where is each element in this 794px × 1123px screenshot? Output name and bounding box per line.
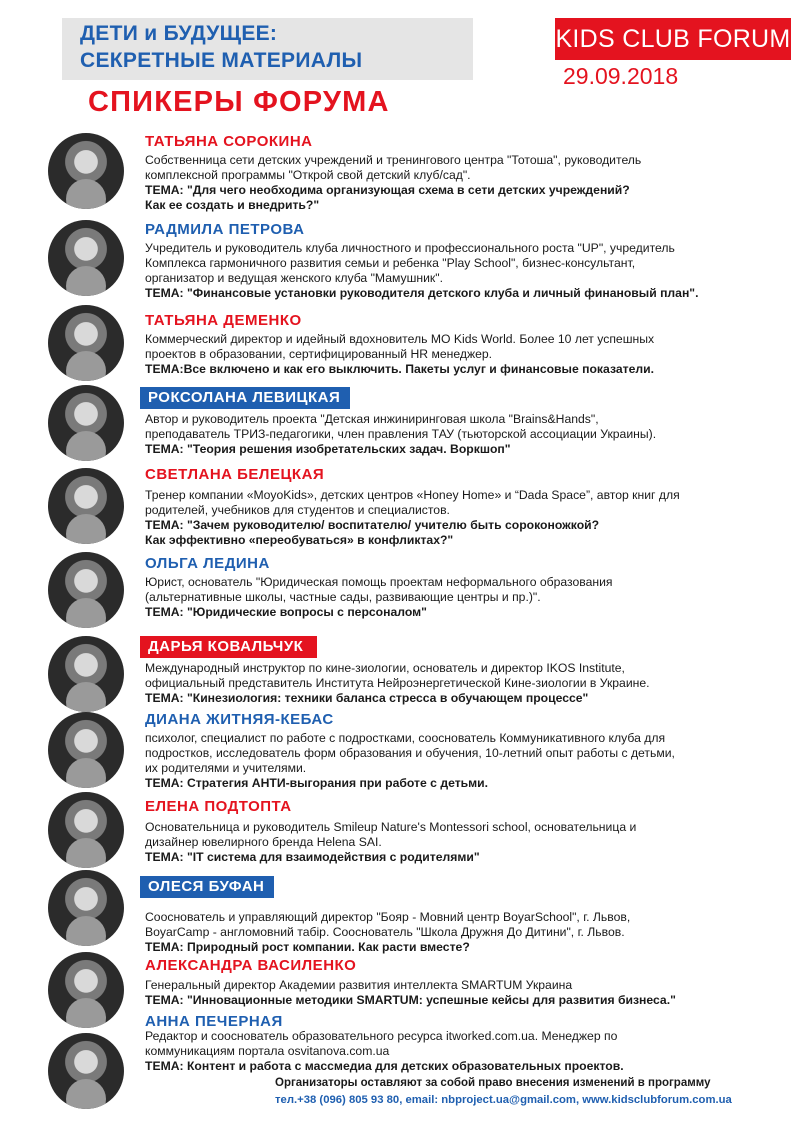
topic-line: ТЕМА: Стратегия АНТИ-выгорания при работе с детьми. (145, 776, 489, 790)
speaker-photo (48, 220, 124, 296)
event-date: 29.09.2018 (563, 63, 679, 89)
topic-line: ТЕМА: "Теория решения изобретательских задач. Воркшоп" (145, 442, 511, 456)
page-heading: СПИКЕРЫ ФОРУМА (88, 86, 390, 118)
bio-line: Основательница и руководитель Smileup Nature's Montessori school, основательница и (145, 820, 637, 834)
speaker-name: РАДМИЛА ПЕТРОВА (145, 221, 305, 238)
topic-line: ТЕМА: "Инновационные методики SMARTUM: успешные кейсы для развития бизнеса." (145, 993, 676, 1007)
bio-line: коммуникациям портала osvitanova.com.ua (145, 1043, 390, 1058)
speaker-bio (145, 488, 765, 518)
speaker-photo (48, 468, 124, 544)
speaker-bio (145, 661, 765, 691)
bio-line: психолог, специалист по работе с подростками, сооснователь Коммуникативного клуба для (145, 731, 666, 745)
speaker-topic (145, 1059, 775, 1074)
bio-line: (альтернативные школы, частные сады, развивающие центры и пр.)". (145, 589, 541, 604)
bio-line: Юрист, основатель "Юридическая помощь проектам неформального образования (145, 575, 613, 589)
bio-line: Собственница сети детских учреждений и тренингового центра "Тотоша", руководитель (145, 153, 642, 167)
speaker-photo (48, 385, 124, 461)
bio-line: преподаватель ТРИЗ-педагогики, член правления ТАУ (тьюторской ассоциации Украины). (145, 426, 657, 441)
bio-line: Комплекса гармоничного развития семьи и ребенка "Play School", бизнес-консультант, (145, 255, 636, 270)
speaker-topic (145, 518, 775, 548)
bio-line: Тренер компании «MoyoKids», детских центров «Honey Home» и “Dada Space”, автор книг для (145, 488, 680, 502)
bio-line: Автор и руководитель проекта "Детская инжиниринговая школа "Brains&Hands", (145, 412, 599, 426)
speaker-bio (145, 575, 765, 605)
topic-line: ТЕМА: "Юридические вопросы с персоналом" (145, 605, 427, 619)
bio-line: организатор и ведущая женского клуба "Мамушник". (145, 270, 443, 285)
speaker-photo (48, 952, 124, 1028)
title-line-2: СЕКРЕТНЫЕ МАТЕРИАЛЫ (80, 49, 363, 72)
speaker-name: СВЕТЛАНА БЕЛЕЦКАЯ (145, 466, 325, 483)
speaker-bio (145, 153, 765, 183)
speaker-photo (48, 1033, 124, 1109)
speaker-bio (145, 978, 765, 993)
speaker-name: ОЛЕСЯ БУФАН (140, 876, 274, 898)
speaker-name: ЕЛЕНА ПОДТОПТА (145, 798, 292, 815)
speaker-photo (48, 552, 124, 628)
bio-line: Генеральный директор Академии развития интеллекта SMARTUM Украина (145, 978, 573, 992)
topic-line: ТЕМА:Все включено и как его выключить. Пакеты услуг и финансовые показатели. (145, 362, 654, 376)
speaker-topic (145, 776, 775, 791)
speaker-name: ТАТЬЯНА ДЕМЕНКО (145, 312, 302, 329)
topic-line: Как ее создать и внедрить?" (145, 197, 320, 212)
footer-disclaimer: Организаторы оставляют за собой право внесения изменений в программу (275, 1077, 711, 1089)
speaker-photo (48, 792, 124, 868)
title-line-1: ДЕТИ и БУДУЩЕЕ: (80, 22, 278, 45)
bio-line: проектов в образовании, сертифицированный HR менеджер. (145, 346, 493, 361)
speaker-bio (145, 332, 765, 362)
speaker-bio (145, 731, 765, 775)
speaker-name: АННА ПЕЧЕРНАЯ (145, 1013, 283, 1030)
speaker-topic (145, 850, 775, 865)
footer-contacts: тел.+38 (096) 805 93 80, email: nbproject.ua@gmail.com, www.kidsclubforum.com.ua (275, 1094, 732, 1106)
speaker-name: ТАТЬЯНА СОРОКИНА (145, 133, 313, 150)
speaker-name: ДИАНА ЖИТНЯЯ-КЕБАС (145, 711, 334, 728)
speaker-topic (145, 691, 775, 706)
bio-line: официальный представитель Института Нейроэнергетической Кине-зиологии в Украине. (145, 675, 650, 690)
speaker-bio (145, 910, 765, 940)
speaker-topic (145, 286, 775, 301)
speaker-topic (145, 362, 775, 377)
topic-line: ТЕМА: "Для чего необходима организующая схема в сети детских учреждений? (145, 183, 630, 197)
speaker-name: ОЛЬГА ЛЕДИНА (145, 555, 270, 572)
bio-line: Сооснователь и управляющий директор "Бояр - Мовний центр BoyarSchool", г. Львов, (145, 910, 631, 924)
speaker-name: АЛЕКСАНДРА ВАСИЛЕНКО (145, 957, 357, 974)
topic-line: ТЕМА: Природный рост компании. Как расти вместе? (145, 940, 470, 954)
speaker-bio (145, 1029, 765, 1059)
speaker-topic (145, 993, 775, 1008)
forum-name-badge: KIDS CLUB FORUM (555, 18, 791, 60)
topic-line: ТЕМА: Контент и работа с массмедиа для детских образовательных проектов. (145, 1059, 624, 1073)
bio-line: Коммерческий директор и идейный вдохновитель МО Kids World. Более 10 лет успешных (145, 332, 655, 346)
bio-line: Редактор и сооснователь образовательного ресурса itworked.com.ua. Менеджер по (145, 1029, 618, 1043)
speaker-photo (48, 133, 124, 209)
bio-line: BoyarCamp - англомовний табір. Сооснователь "Школа Дружня До Дитини", г. Львов. (145, 924, 625, 939)
speaker-topic (145, 940, 775, 955)
bio-line: их родителями и учителями. (145, 760, 307, 775)
speaker-topic (145, 605, 775, 620)
bio-line: Учредитель и руководитель клуба личностного и профессионального роста "UP", учредитель (145, 241, 675, 255)
bio-line: Международный инструктор по кине-зиологии, основатель и директор IKOS Institute, (145, 661, 625, 675)
topic-line: Как эффективно «переобуваться» в конфликтах?" (145, 532, 454, 547)
topic-line: ТЕМА: "Зачем руководителю/ воспитателю/ учителю быть сороконожкой? (145, 518, 600, 532)
topic-line: ТЕМА: "Финансовые установки руководителя детского клуба и личный финановый план". (145, 286, 699, 300)
bio-line: дизайнер ювелирного бренда Helena SAI. (145, 834, 382, 849)
speaker-bio (145, 241, 765, 285)
speaker-photo (48, 305, 124, 381)
topic-line: ТЕМА: "IT система для взаимодействия с родителями" (145, 850, 480, 864)
speaker-bio (145, 412, 765, 442)
speaker-photo (48, 712, 124, 788)
speaker-name: РОКСОЛАНА ЛЕВИЦКАЯ (140, 387, 350, 409)
bio-line: родителей, учебников для студентов и специалистов. (145, 502, 450, 517)
topic-line: ТЕМА: "Кинезиология: техники баланса стресса в обучающем процессе" (145, 691, 589, 705)
bio-line: комплексной программы "Открой свой детский клуб/сад". (145, 167, 471, 182)
speaker-name: ДАРЬЯ КОВАЛЬЧУК (140, 636, 317, 658)
speaker-topic (145, 183, 775, 213)
bio-line: подростков, исследователь форм образования и обучения, 10-летний опыт работы с детьми, (145, 745, 675, 760)
speaker-topic (145, 442, 775, 457)
speaker-photo (48, 636, 124, 712)
speaker-bio (145, 820, 765, 850)
speaker-photo (48, 870, 124, 946)
